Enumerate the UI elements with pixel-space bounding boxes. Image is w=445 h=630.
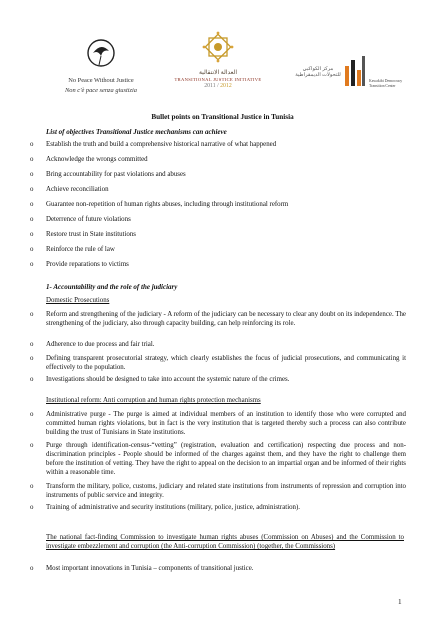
bullet-marker: o — [30, 442, 34, 449]
bullet-marker: o — [30, 141, 34, 148]
kawakibi-caption: Kawakibi Democracy Transition Center — [369, 79, 403, 88]
bullet-marker: o — [30, 216, 34, 223]
bullet-marker: o — [30, 186, 34, 193]
bullet-marker: o — [30, 411, 34, 418]
institutional-reform-heading: Institutional reform: Anti corruption and human rights protection mechanisms — [46, 397, 261, 404]
npwj-line2: Non c'è pace senza giustizia — [64, 86, 137, 94]
bullet-marker: o — [30, 201, 34, 208]
bullet-marker: o — [30, 261, 34, 268]
star-emblem-icon — [200, 30, 236, 64]
section-heading: 1- Accountability and the role of the judiciary — [46, 283, 178, 291]
domestic-prosecutions-heading: Domestic Prosecutions — [46, 297, 110, 304]
bullet-marker: o — [30, 156, 34, 163]
kawakibi-arabic-text: مركز الكواكبي للتحولات الديمقراطية — [295, 66, 341, 78]
bullet-marker: o — [30, 483, 34, 490]
objectives-heading: List of objectives Transitional Justice mechanisms can achieve — [46, 128, 227, 136]
dove-emblem-icon — [81, 36, 121, 70]
bullet-marker: o — [30, 355, 34, 362]
bullet-marker: o — [30, 504, 34, 511]
bars-emblem-icon — [343, 54, 367, 88]
kawakibi-logo — [295, 48, 403, 98]
bullet-marker: o — [30, 311, 34, 318]
npwj-line1: No Peace Without Justice — [68, 77, 134, 84]
npwj-logo — [56, 36, 146, 94]
bullet-marker: o — [30, 231, 34, 238]
logo-header — [0, 30, 445, 110]
bullet-marker: o — [30, 376, 34, 383]
transitional-justice-logo — [168, 30, 268, 90]
bullet-marker: o — [30, 565, 34, 572]
bullet-marker: o — [30, 171, 34, 178]
page-number: 1 — [398, 598, 402, 606]
commissions-heading: The national fact-finding Commission to investigate human rights abuses (Commission on Abuses) and the Commission to investigate embezzlement and corruption (the Anti-corruption Commission) (together, the Commissions) — [46, 534, 404, 550]
bullet-marker: o — [30, 246, 34, 253]
document-title: Bullet points on Transitional Justice in Tunisia — [151, 113, 294, 121]
bullet-marker: o — [30, 341, 34, 348]
tj-english-name: TRANSITIONAL JUSTICE INITIATIVE — [174, 77, 262, 82]
tj-arabic-name: العدالة الانتقالية — [198, 70, 238, 76]
tj-years: 2011 / 2012 — [204, 83, 232, 89]
